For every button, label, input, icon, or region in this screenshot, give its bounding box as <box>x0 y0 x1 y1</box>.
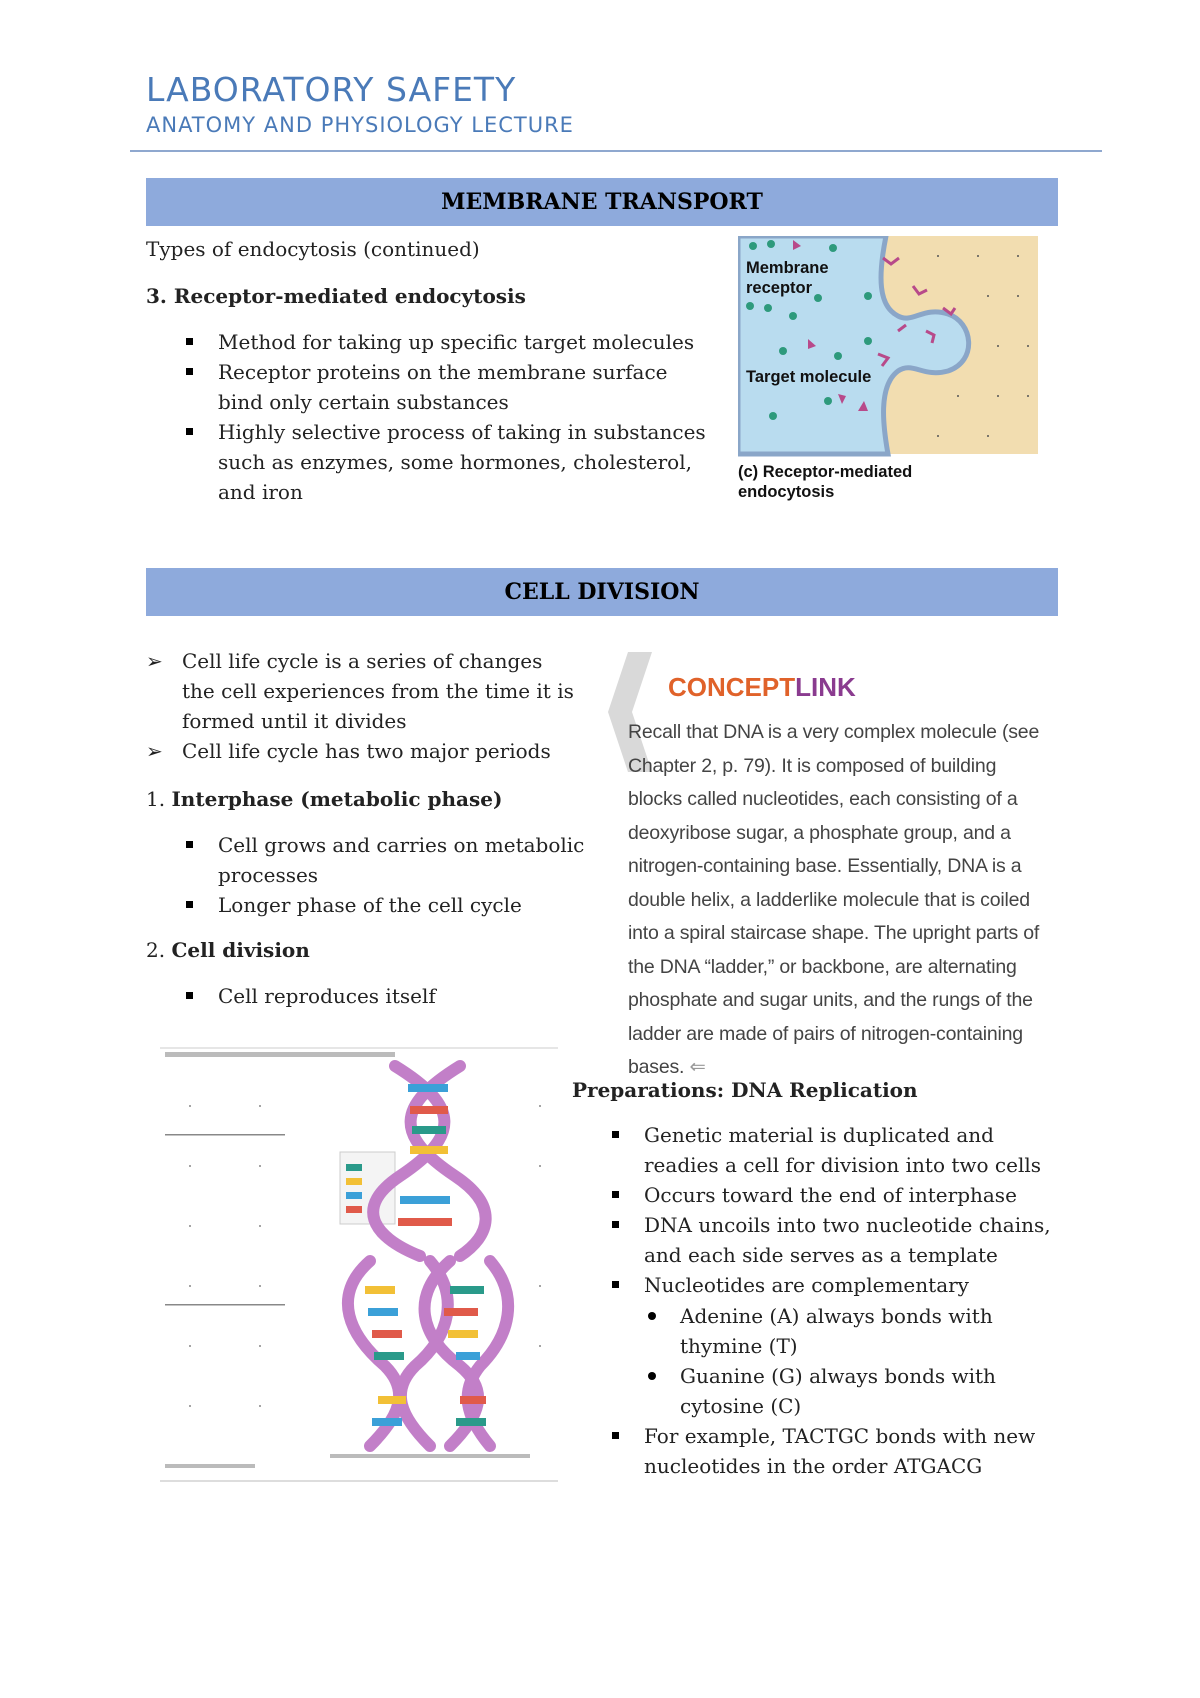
dna-replication-bullets <box>572 1120 1072 1300</box>
endocytosis-caption: (c) Receptor-mediated endocytosis <box>738 463 913 501</box>
list-item: Cell grows and carries on metabolic processes <box>146 830 586 890</box>
endocytosis-figure <box>738 236 1048 506</box>
document-title: LABORATORY SAFETY <box>146 70 517 109</box>
list-item: Cell reproduces itself <box>146 981 586 1011</box>
dna-helix-illustration <box>160 1046 558 1480</box>
cell-cycle-bullets <box>146 646 576 766</box>
example-bullet <box>572 1421 1072 1481</box>
list-item: Nucleotides are complementary <box>572 1270 1072 1300</box>
list-item: Occurs toward the end of interphase <box>572 1180 1072 1210</box>
conceptlink-title-link: LINK <box>795 672 856 702</box>
dna-replication-figure <box>160 1046 558 1482</box>
base-pairing-bullets <box>608 1301 1008 1421</box>
list-item: Guanine (G) always bonds with cytosine (C) <box>608 1361 1008 1421</box>
header-divider <box>130 150 1102 152</box>
document-subtitle: ANATOMY AND PHYSIOLOGY LECTURE <box>146 113 574 137</box>
interphase-heading <box>146 784 502 814</box>
cell-division-heading <box>146 935 310 965</box>
cell-division-bullets <box>146 981 586 1011</box>
interphase-title: Interphase (metabolic phase) <box>171 787 503 811</box>
cell-division-title: Cell division <box>171 938 310 962</box>
endocytosis-intro: Types of endocytosis (continued) <box>146 237 480 261</box>
conceptlink-text: Recall that DNA is a very complex molecule (see Chapter 2, p. 79). It is composed of building blocks called nucleotides, each consisting of a deoxyribose sugar, a phosphate group, and a nitrogen-containing base. Essentially, DNA is a double helix, a ladderlike molecule that is coiled into a spiral staircase shape. The upright parts of the DNA “ladder,” or backbone, are alternating phosphate and sugar units, and the rungs of the ladder are made of pairs of nitrogen-containing bases. <box>628 721 1040 1078</box>
list-item: ➢ Cell life cycle has two major periods <box>146 736 576 766</box>
target-molecule-label: Target molecule <box>746 368 872 386</box>
list-item: Adenine (A) always bonds with thymine (T) <box>608 1301 1008 1361</box>
list-item: ➢ Cell life cycle is a series of changes the cell experiences from the time it is formed until it divides <box>146 646 576 736</box>
receptor-bullets <box>146 327 706 507</box>
conceptlink-paragraph <box>628 716 1048 1085</box>
receptor-mediated-heading: 3. Receptor-mediated endocytosis <box>146 284 526 308</box>
membrane-receptor-label: Membrane receptor <box>746 259 829 297</box>
membrane-transport-band: MEMBRANE TRANSPORT <box>146 178 1058 226</box>
list-item: Method for taking up specific target molecules <box>146 327 706 357</box>
arrow-left-icon: ⇐ <box>684 1056 706 1078</box>
conceptlink-title-concept: CONCEPT <box>668 672 796 702</box>
list-item: For example, TACTGC bonds with new nucleotides in the order ATGACG <box>572 1421 1072 1481</box>
list-item: Highly selective process of taking in substances such as enzymes, some hormones, cholesterol, and iron <box>146 417 706 507</box>
list-item: Longer phase of the cell cycle <box>146 890 586 920</box>
interphase-number: 1. <box>146 787 166 811</box>
interphase-bullets <box>146 830 586 920</box>
conceptlink-box <box>600 652 1060 1078</box>
cell-division-number: 2. <box>146 938 166 962</box>
dna-replication-heading: Preparations: DNA Replication <box>572 1078 918 1102</box>
list-item: Genetic material is duplicated and readies a cell for division into two cells <box>572 1120 1072 1180</box>
conceptlink-title <box>668 672 856 703</box>
cell-division-band: CELL DIVISION <box>146 568 1058 616</box>
list-item: DNA uncoils into two nucleotide chains, and each side serves as a template <box>572 1210 1072 1270</box>
list-item: Receptor proteins on the membrane surface bind only certain substances <box>146 357 706 417</box>
